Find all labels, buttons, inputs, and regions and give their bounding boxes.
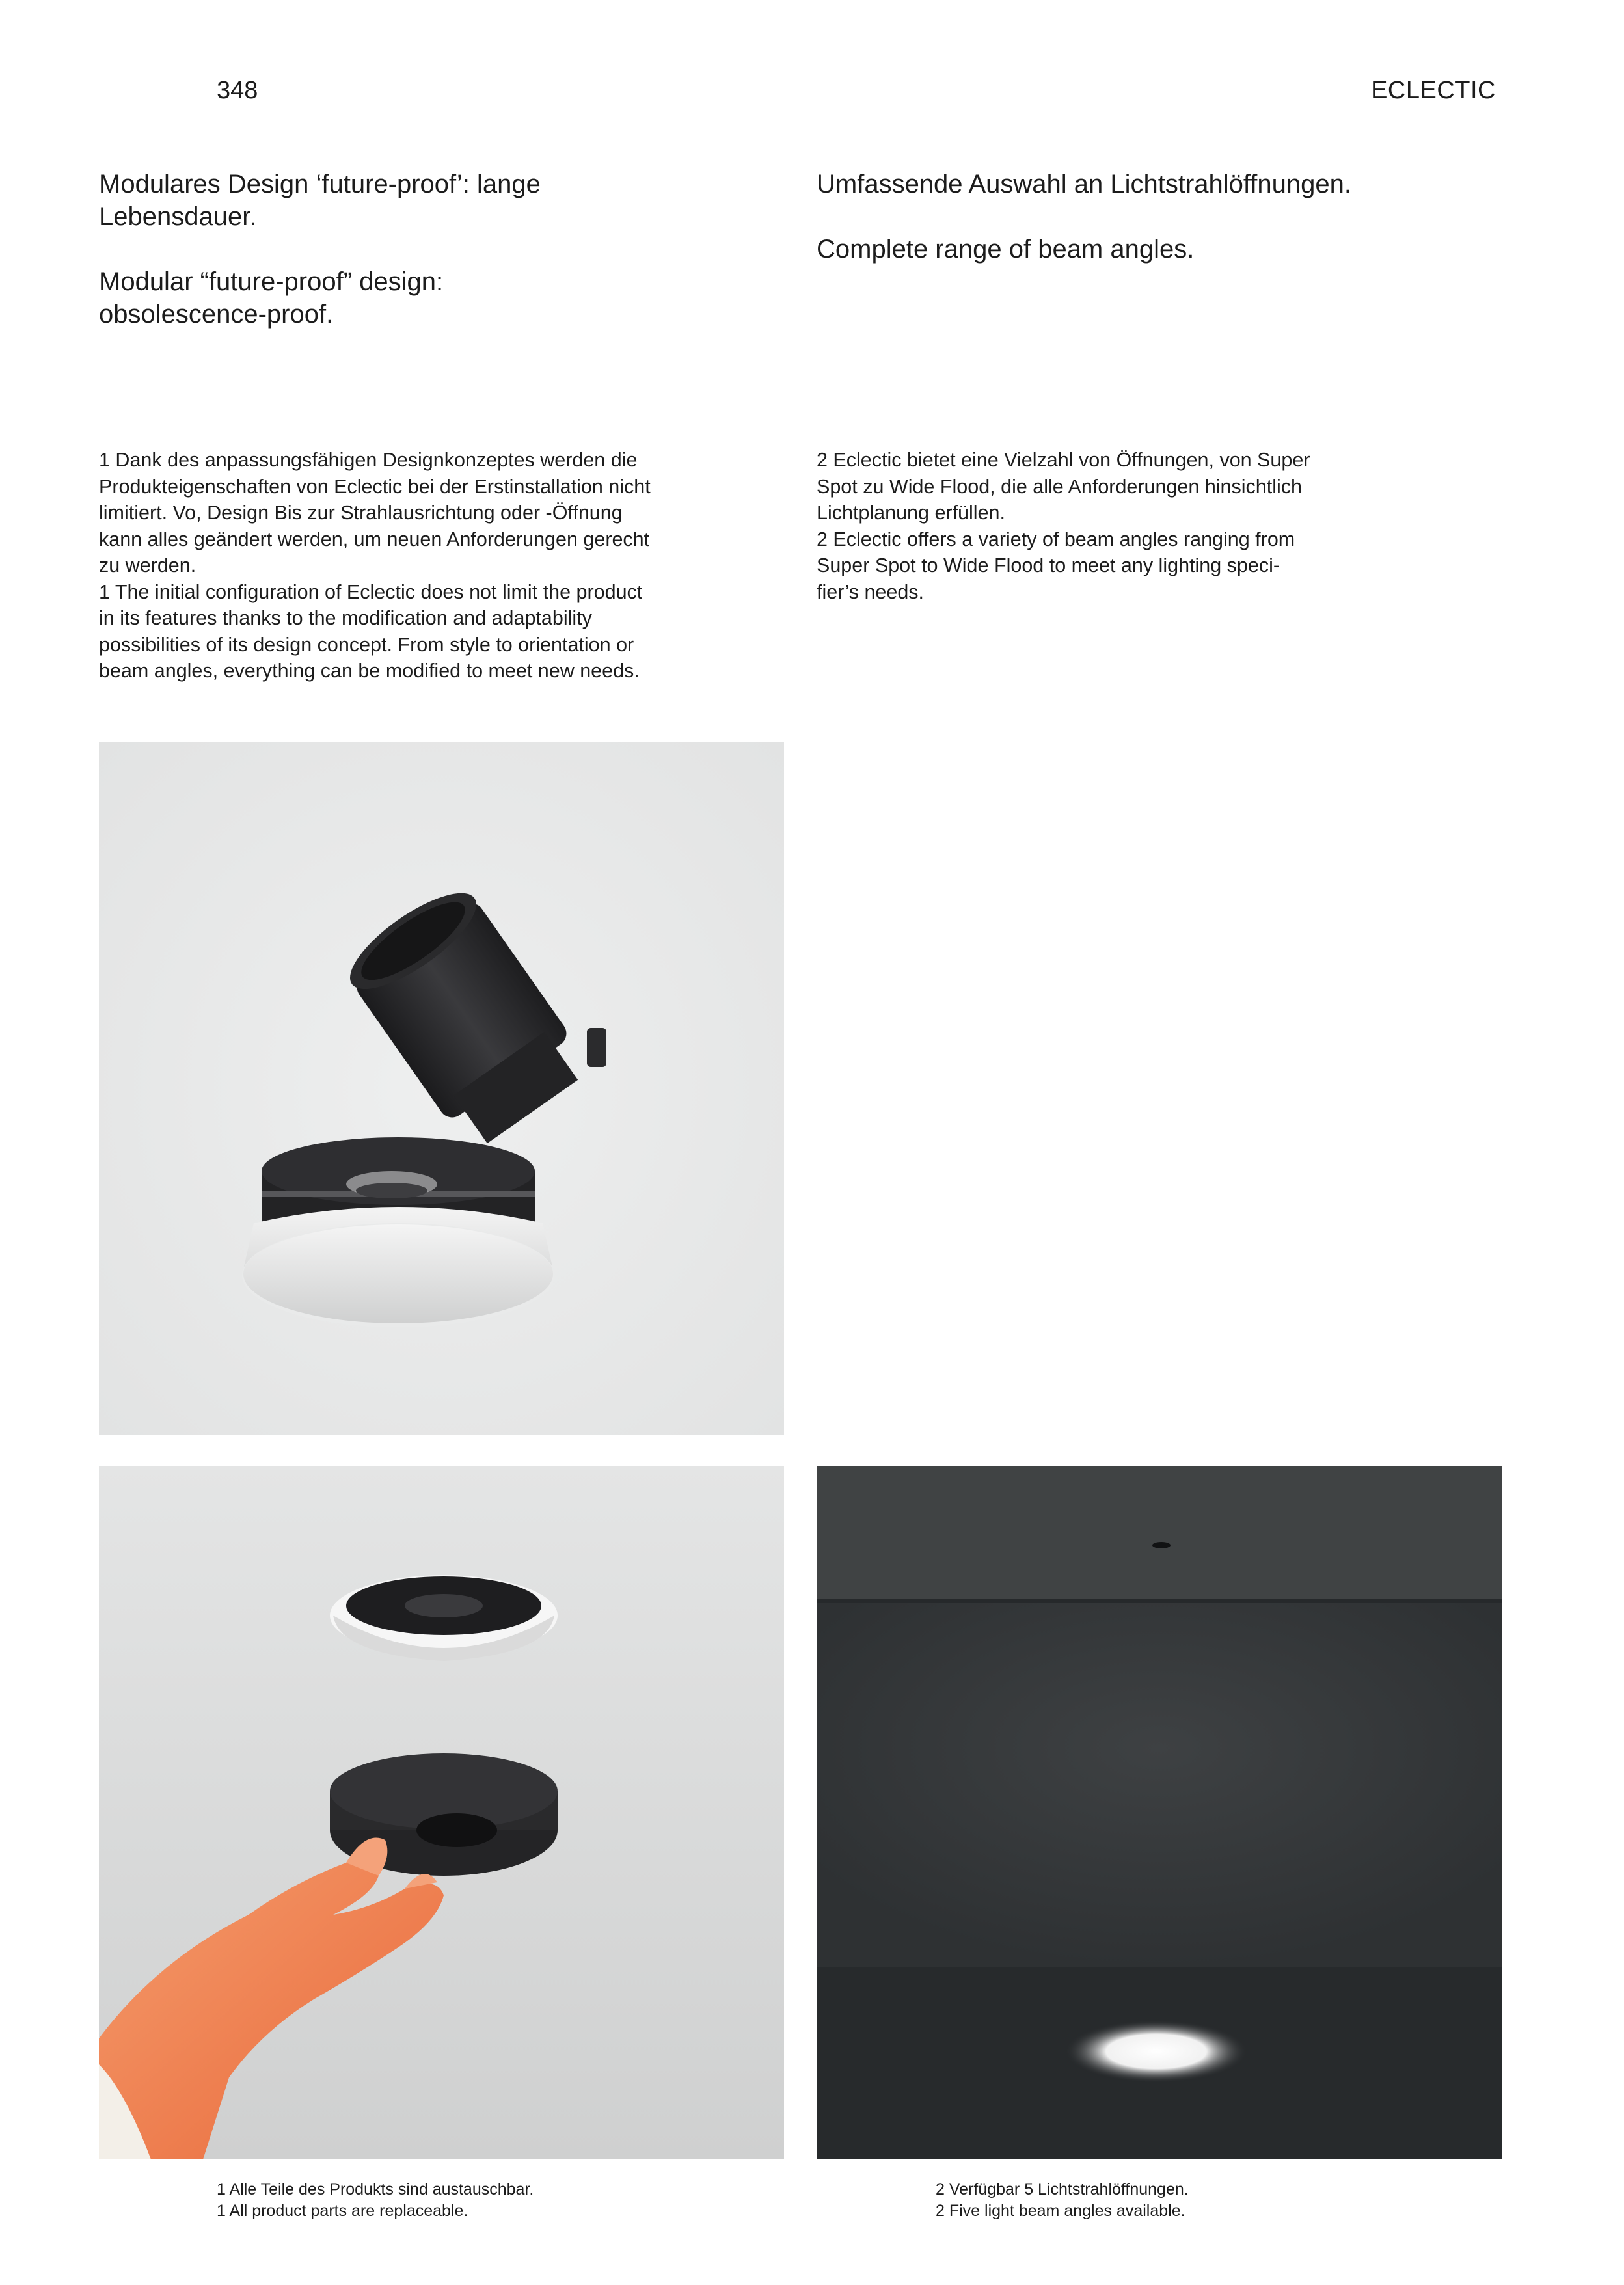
headline-right: Umfassende Auswahl an Lichtstrahlöffnungen. Complete range of beam angles. — [817, 170, 1352, 264]
caption-left: 1 Alle Teile des Produkts sind austauschbar. 1 All product parts are replaceable. — [217, 2180, 534, 2220]
beam-angle-photo — [817, 1466, 1502, 2159]
headline-left: Modulares Design ‘future-proof’: lange Lebensdauer. Modular “future-proof” design: obsolescence-proof. — [99, 170, 541, 329]
page-number: 348 — [217, 77, 258, 104]
section-title: ECLECTIC — [1371, 77, 1496, 104]
product-photo-downlight — [99, 742, 784, 1435]
hand-replacing-trim-illustration — [99, 1466, 784, 2159]
downlight-illustration — [99, 742, 784, 1435]
caption-right: 2 Verfügbar 5 Lichtstrahlöffnungen. 2 Five light beam angles available. — [936, 2180, 1189, 2220]
body-text-right: 2 Eclectic bietet eine Vielzahl von Öffnungen, von Super Spot zu Wide Flood, die alle Anforderungen hinsichtlich Lichtplanung erfüllen. 2 Eclectic offers a variety of beam angles ranging from Super Spot to Wide Flood to meet any lighting speci- fier’s needs. — [817, 449, 1310, 603]
light-beam-illustration — [817, 1466, 1502, 2159]
body-text-left: 1 Dank des anpassungsfähigen Designkonzeptes werden die Produkteigenschaften von Eclectic bei der Erstinstallation nicht limitiert. Vo, Design Bis zur Strahlausrichtung oder -Öffnung kann alles geändert werden, um neuen Anforderungen gerecht zu werden. 1 The initial configuration of Eclectic does not limit the product in its features thanks to the modification and adaptability possibilities of its design concept. From style to orientation or beam angles, everything can be modified to meet new needs. — [99, 449, 651, 682]
product-photo-replace-parts — [99, 1466, 784, 2159]
